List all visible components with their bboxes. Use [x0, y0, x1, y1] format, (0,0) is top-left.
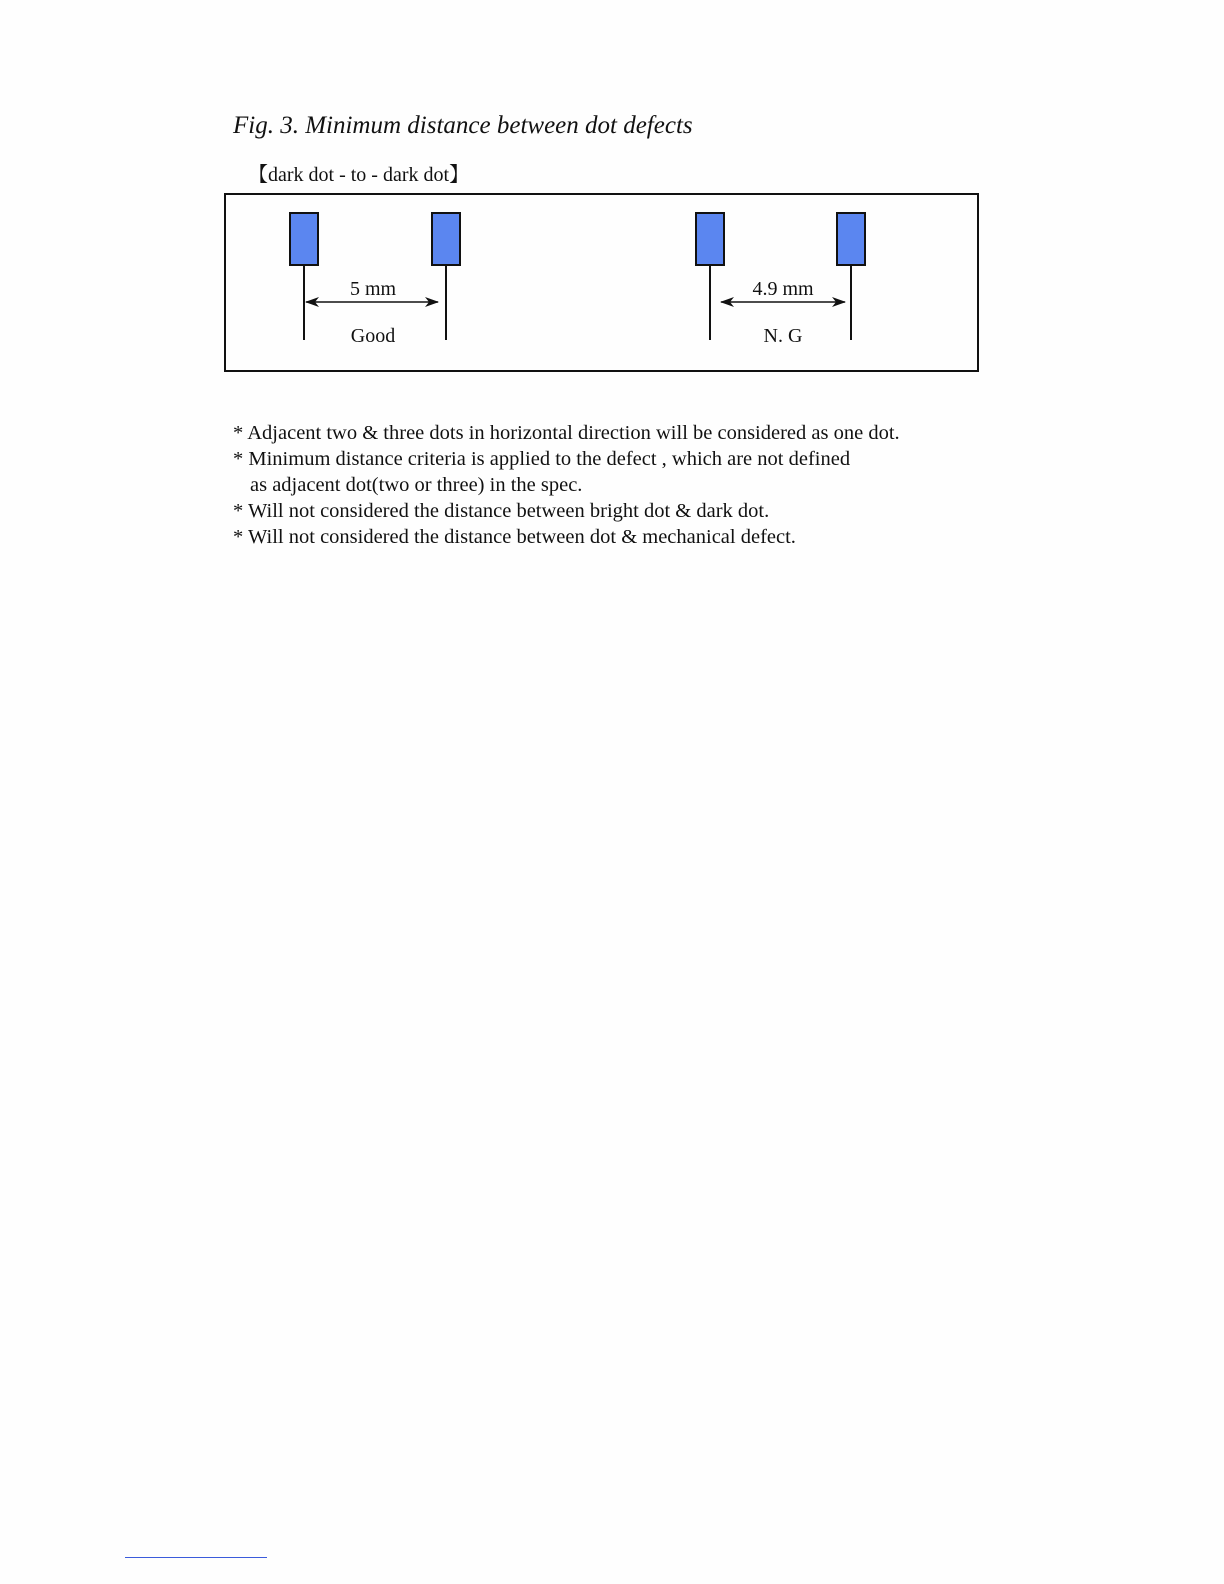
note-line: * Minimum distance criteria is applied to the defect , which are not defined — [233, 448, 851, 470]
good-distance-label: 5 mm — [349, 278, 397, 300]
figure-title: Fig. 3. Minimum distance between dot defects — [233, 112, 693, 139]
notes-list — [233, 420, 900, 550]
dark-dot — [432, 213, 460, 265]
good-result-label: Good — [350, 325, 396, 347]
note-line: * Adjacent two & three dots in horizontal direction will be considered as one dot. — [233, 422, 900, 444]
ng-result-label: N. G — [763, 325, 803, 347]
good-example — [290, 213, 460, 340]
dark-dot — [290, 213, 318, 265]
dark-dot — [837, 213, 865, 265]
note-line: * Will not considered the distance between bright dot & dark dot. — [233, 500, 770, 522]
footnote-divider — [125, 1557, 267, 1558]
dark-dot — [696, 213, 724, 265]
note-line-continuation: as adjacent dot(two or three) in the spec. — [250, 474, 583, 496]
figure-diagram — [224, 193, 979, 372]
figure-subtitle: 【dark dot - to - dark dot】 — [248, 164, 470, 186]
ng-example — [696, 213, 865, 340]
diagram-graphic — [226, 195, 977, 370]
note-line: * Will not considered the distance between dot & mechanical defect. — [233, 526, 796, 548]
ng-distance-label: 4.9 mm — [752, 278, 814, 300]
